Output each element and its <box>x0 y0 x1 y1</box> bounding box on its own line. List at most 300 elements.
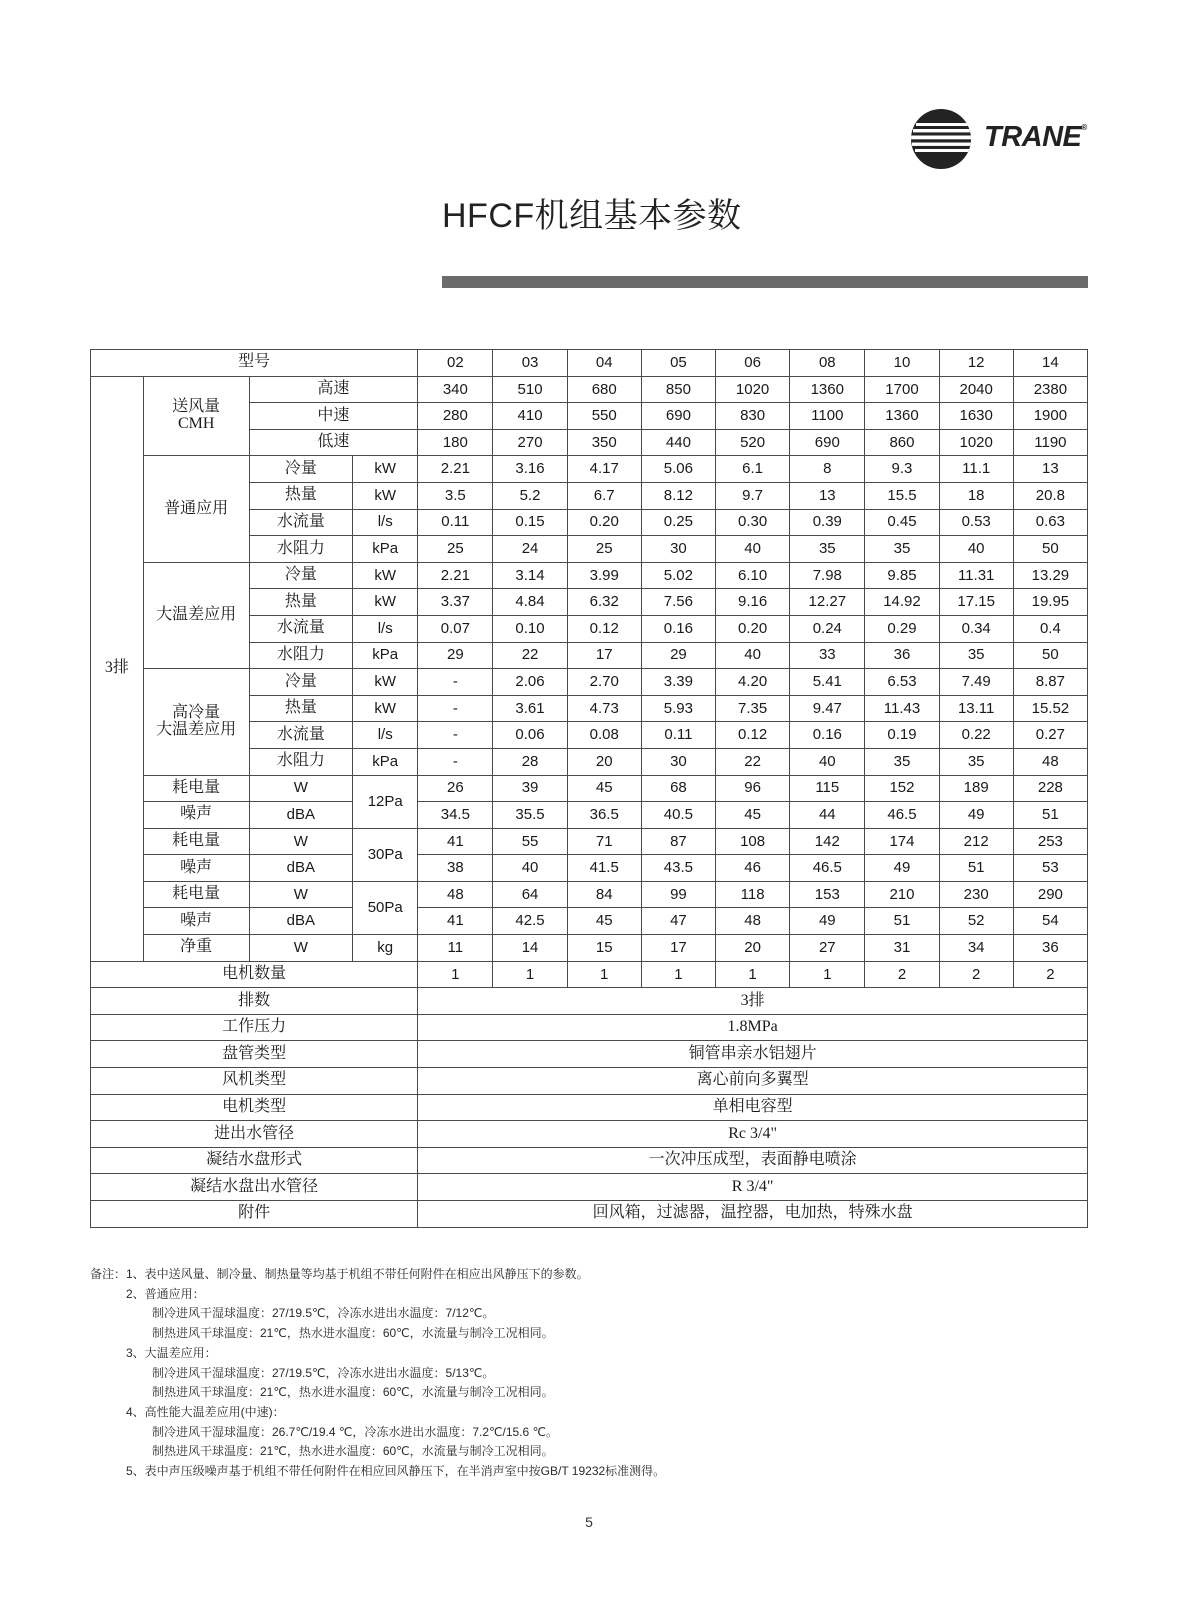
parameter-label-cell: 热量 <box>249 589 353 616</box>
value-cell: 47 <box>641 908 715 935</box>
value-cell: 40 <box>716 536 790 563</box>
value-cell: 0.25 <box>641 509 715 536</box>
trane-logo-text: TRANE® <box>984 121 1087 153</box>
value-cell: 7.35 <box>716 695 790 722</box>
value-cell: 189 <box>939 775 1013 802</box>
value-cell: 49 <box>790 908 865 935</box>
parameter-label-cell: 热量 <box>249 695 353 722</box>
value-cell: 14.92 <box>865 589 939 616</box>
value-cell: 3.5 <box>418 482 493 509</box>
value-cell: 25 <box>567 536 641 563</box>
value-cell: 40 <box>493 855 567 882</box>
value-cell: 4.73 <box>567 695 641 722</box>
value-cell: 2.21 <box>418 562 493 589</box>
value-cell: 17 <box>641 935 715 962</box>
value-cell: 0.19 <box>865 722 939 749</box>
value-cell: 210 <box>865 881 939 908</box>
value-cell: 152 <box>865 775 939 802</box>
value-cell: 6.10 <box>716 562 790 589</box>
value-cell: 17 <box>567 642 641 669</box>
value-cell: 212 <box>939 828 1013 855</box>
value-cell: - <box>418 722 493 749</box>
value-cell: 550 <box>567 403 641 430</box>
value-cell: 0.39 <box>790 509 865 536</box>
value-cell: 54 <box>1013 908 1087 935</box>
label-line: 大温差应用 <box>156 720 237 738</box>
unit-cell: W <box>249 828 353 855</box>
note-line: 制热进风干球温度：21℃，热水进水温度：60℃，水流量与制冷工况相同。 <box>152 1385 554 1400</box>
parameter-label-cell: 进出水管径 <box>91 1121 418 1148</box>
table-row <box>91 881 1088 908</box>
value-cell: 42.5 <box>493 908 567 935</box>
value-cell: 0.12 <box>716 722 790 749</box>
value-cell: 3.99 <box>567 562 641 589</box>
value-cell: 45 <box>567 775 641 802</box>
table-row <box>91 376 1088 403</box>
common-value-cell: R 3/4" <box>418 1174 1088 1201</box>
table-row <box>91 1068 1088 1095</box>
table-row <box>91 1041 1088 1068</box>
value-cell: 38 <box>418 855 493 882</box>
parameter-label-cell: 附件 <box>91 1201 418 1228</box>
unit-cell: kW <box>353 456 418 483</box>
model-header-cell: 06 <box>716 350 790 377</box>
common-value-cell: 铜管串亲水铝翅片 <box>418 1041 1088 1068</box>
unit-cell: kW <box>353 589 418 616</box>
value-cell: 0.11 <box>641 722 715 749</box>
value-cell: 9.85 <box>865 562 939 589</box>
note-line: 备注：1、表中送风量、制冷量、制热量等均基于机组不带任何附件在相应出风静压下的参数。 <box>90 1267 589 1281</box>
value-cell: 350 <box>567 429 641 456</box>
value-cell: 22 <box>493 642 567 669</box>
parameter-label-cell: 耗电量 <box>143 775 249 802</box>
value-cell: 9.47 <box>790 695 865 722</box>
value-cell: 35 <box>939 642 1013 669</box>
value-cell: 13 <box>1013 456 1087 483</box>
parameter-label-cell: 水阻力 <box>249 642 353 669</box>
unit-cell: kPa <box>353 536 418 563</box>
value-cell: 25 <box>418 536 493 563</box>
unit-cell: l/s <box>353 615 418 642</box>
row-group-label-cell: 3排 <box>91 376 144 961</box>
parameter-label-cell: 凝结水盘出水管径 <box>91 1174 418 1201</box>
table-row <box>91 908 1088 935</box>
notes-block <box>90 1265 1090 1482</box>
value-cell: 13.11 <box>939 695 1013 722</box>
value-cell: 8.12 <box>641 482 715 509</box>
value-cell: 9.3 <box>865 456 939 483</box>
unit-cell: dBA <box>249 802 353 829</box>
value-cell: 5.93 <box>641 695 715 722</box>
application-label-cell <box>143 562 249 668</box>
value-cell: 30 <box>641 748 715 775</box>
value-cell: 45 <box>567 908 641 935</box>
value-cell: 40 <box>790 748 865 775</box>
value-cell: 11 <box>418 935 493 962</box>
value-cell: 50 <box>1013 536 1087 563</box>
table-row <box>91 1014 1088 1041</box>
table-row <box>91 456 1088 483</box>
model-header-cell: 03 <box>493 350 567 377</box>
value-cell: 0.10 <box>493 615 567 642</box>
value-cell: 9.16 <box>716 589 790 616</box>
value-cell: 41 <box>418 828 493 855</box>
parameter-label-cell: 凝结水盘形式 <box>91 1147 418 1174</box>
value-cell: 52 <box>939 908 1013 935</box>
value-cell: 13.29 <box>1013 562 1087 589</box>
parameter-label-cell: 噪声 <box>143 908 249 935</box>
parameter-label-cell: 冷量 <box>249 669 353 696</box>
speed-label-cell: 中速 <box>249 403 418 430</box>
common-value-cell: 3排 <box>418 988 1088 1015</box>
value-cell: 35 <box>865 748 939 775</box>
value-cell: 9.7 <box>716 482 790 509</box>
value-cell: 510 <box>493 376 567 403</box>
table-row <box>91 855 1088 882</box>
title-underline-bar <box>442 276 1088 288</box>
value-cell: 0.11 <box>418 509 493 536</box>
value-cell: 0.4 <box>1013 615 1087 642</box>
value-cell: 49 <box>865 855 939 882</box>
common-value-cell: Rc 3/4" <box>418 1121 1088 1148</box>
value-cell: 11.43 <box>865 695 939 722</box>
note-line: 2、普通应用： <box>126 1286 205 1301</box>
table-row <box>91 1094 1088 1121</box>
model-header-cell: 12 <box>939 350 1013 377</box>
page-title: HFCF机组基本参数 <box>442 197 742 235</box>
unit-cell: kW <box>353 562 418 589</box>
note-line: 制热进风干球温度：21℃，热水进水温度：60℃，水流量与制冷工况相同。 <box>152 1326 554 1341</box>
value-cell: 36.5 <box>567 802 641 829</box>
value-cell: 0.16 <box>641 615 715 642</box>
unit-cell: l/s <box>353 722 418 749</box>
value-cell: 40 <box>716 642 790 669</box>
value-cell: 15.52 <box>1013 695 1087 722</box>
common-value-cell: 单相电容型 <box>418 1094 1088 1121</box>
note-line: 5、表中声压级噪声基于机组不带任何附件在相应回风静压下，在半消声室中按GB/T 19232标准测得。 <box>126 1464 666 1479</box>
value-cell: 1 <box>641 961 715 988</box>
spec-table <box>90 349 1088 1228</box>
value-cell: 14 <box>493 935 567 962</box>
label-line: 普通应用 <box>164 499 229 517</box>
label-line: 大温差应用 <box>156 606 237 624</box>
table-row <box>91 1147 1088 1174</box>
value-cell: 33 <box>790 642 865 669</box>
value-cell: 0.24 <box>790 615 865 642</box>
parameter-label-cell: 风机类型 <box>91 1068 418 1095</box>
parameter-label-cell: 工作压力 <box>91 1014 418 1041</box>
value-cell: 34 <box>939 935 1013 962</box>
value-cell: 118 <box>716 881 790 908</box>
value-cell: 850 <box>641 376 715 403</box>
table-row <box>91 1201 1088 1228</box>
value-cell: 230 <box>939 881 1013 908</box>
value-cell: 7.56 <box>641 589 715 616</box>
unit-cell: kPa <box>353 748 418 775</box>
table-row <box>91 935 1088 962</box>
value-cell: 30 <box>641 536 715 563</box>
value-cell: 11.31 <box>939 562 1013 589</box>
model-header-cell: 04 <box>567 350 641 377</box>
value-cell: 340 <box>418 376 493 403</box>
table-row <box>91 961 1088 988</box>
value-cell: 29 <box>641 642 715 669</box>
value-cell: 0.22 <box>939 722 1013 749</box>
speed-label-cell: 高速 <box>249 376 418 403</box>
value-cell: 68 <box>641 775 715 802</box>
value-cell: 35 <box>790 536 865 563</box>
table-row <box>91 775 1088 802</box>
parameter-label-cell: 水流量 <box>249 509 353 536</box>
note-line: 制冷进风干湿球温度：26.7℃/19.4 ℃，冷冻水进出水温度：7.2℃/15.6 ℃。 <box>152 1424 558 1439</box>
value-cell: 2 <box>865 961 939 988</box>
value-cell: 1 <box>790 961 865 988</box>
value-cell: 44 <box>790 802 865 829</box>
value-cell: 40.5 <box>641 802 715 829</box>
value-cell: 99 <box>641 881 715 908</box>
value-cell: 55 <box>493 828 567 855</box>
value-cell: 8 <box>790 456 865 483</box>
value-cell: 1360 <box>865 403 939 430</box>
value-cell: 2.06 <box>493 669 567 696</box>
value-cell: 26 <box>418 775 493 802</box>
value-cell: 46 <box>716 855 790 882</box>
value-cell: 36 <box>865 642 939 669</box>
model-header-cell: 02 <box>418 350 493 377</box>
value-cell: 48 <box>716 908 790 935</box>
unit-cell: kg <box>353 935 418 962</box>
value-cell: 35.5 <box>493 802 567 829</box>
value-cell: 142 <box>790 828 865 855</box>
value-cell: 6.7 <box>567 482 641 509</box>
value-cell: 51 <box>1013 802 1087 829</box>
table-row <box>91 1121 1088 1148</box>
label-line: CMH <box>177 414 215 432</box>
value-cell: 1700 <box>865 376 939 403</box>
value-cell: 41.5 <box>567 855 641 882</box>
parameter-label-cell: 噪声 <box>143 855 249 882</box>
value-cell: 18 <box>939 482 1013 509</box>
value-cell: 20.8 <box>1013 482 1087 509</box>
value-cell: 0.12 <box>567 615 641 642</box>
value-cell: 3.14 <box>493 562 567 589</box>
value-cell: 20 <box>716 935 790 962</box>
parameter-label-cell: 排数 <box>91 988 418 1015</box>
static-pressure-cell: 12Pa <box>353 775 418 828</box>
static-pressure-cell: 50Pa <box>353 881 418 934</box>
value-cell: 7.49 <box>939 669 1013 696</box>
value-cell: 2380 <box>1013 376 1087 403</box>
parameter-label-cell: 水阻力 <box>249 536 353 563</box>
value-cell: - <box>418 695 493 722</box>
note-line: 制冷进风干湿球温度：27/19.5℃，冷冻水进出水温度：5/13℃。 <box>152 1365 495 1380</box>
value-cell: 5.41 <box>790 669 865 696</box>
unit-cell: kPa <box>353 642 418 669</box>
value-cell: 0.16 <box>790 722 865 749</box>
value-cell: 3.39 <box>641 669 715 696</box>
value-cell: 860 <box>865 429 939 456</box>
value-cell: 280 <box>418 403 493 430</box>
value-cell: 6.32 <box>567 589 641 616</box>
value-cell: 0.53 <box>939 509 1013 536</box>
value-cell: 1 <box>493 961 567 988</box>
value-cell: 4.84 <box>493 589 567 616</box>
value-cell: 96 <box>716 775 790 802</box>
value-cell: 3.37 <box>418 589 493 616</box>
value-cell: 6.53 <box>865 669 939 696</box>
application-label-cell <box>143 669 249 775</box>
parameter-label-cell: 净重 <box>143 935 249 962</box>
unit-cell: kW <box>353 669 418 696</box>
model-header-cell: 08 <box>790 350 865 377</box>
value-cell: 24 <box>493 536 567 563</box>
common-value-cell: 离心前向多翼型 <box>418 1068 1088 1095</box>
value-cell: 115 <box>790 775 865 802</box>
parameter-label-cell: 热量 <box>249 482 353 509</box>
value-cell: 20 <box>567 748 641 775</box>
value-cell: 1020 <box>716 376 790 403</box>
table-row <box>91 562 1088 589</box>
table-row <box>91 828 1088 855</box>
parameter-label-cell: 盘管类型 <box>91 1041 418 1068</box>
value-cell: 15.5 <box>865 482 939 509</box>
model-header-cell: 05 <box>641 350 715 377</box>
parameter-label-cell: 水流量 <box>249 722 353 749</box>
page-number: 5 <box>585 1514 593 1530</box>
value-cell: 51 <box>865 908 939 935</box>
value-cell: 35 <box>865 536 939 563</box>
value-cell: 22 <box>716 748 790 775</box>
value-cell: 28 <box>493 748 567 775</box>
value-cell: 1900 <box>1013 403 1087 430</box>
value-cell: 1020 <box>939 429 1013 456</box>
value-cell: 48 <box>1013 748 1087 775</box>
value-cell: 830 <box>716 403 790 430</box>
unit-cell: W <box>249 935 353 962</box>
airflow-label-cell <box>143 376 249 456</box>
label-line: 高冷量 <box>172 704 221 722</box>
value-cell: 1190 <box>1013 429 1087 456</box>
value-cell: 410 <box>493 403 567 430</box>
table-row <box>91 1174 1088 1201</box>
value-cell: 108 <box>716 828 790 855</box>
value-cell: 690 <box>790 429 865 456</box>
parameter-label-cell: 冷量 <box>249 456 353 483</box>
value-cell: - <box>418 669 493 696</box>
value-cell: 270 <box>493 429 567 456</box>
note-line: 制热进风干球温度：21℃，热水进水温度：60℃，水流量与制冷工况相同。 <box>152 1444 554 1459</box>
value-cell: 6.1 <box>716 456 790 483</box>
value-cell: 0.63 <box>1013 509 1087 536</box>
value-cell: 2.70 <box>567 669 641 696</box>
unit-cell: dBA <box>249 908 353 935</box>
value-cell: 1 <box>567 961 641 988</box>
note-line: 制冷进风干湿球温度：27/19.5℃，冷冻水进出水温度：7/12℃。 <box>152 1306 495 1321</box>
value-cell: 84 <box>567 881 641 908</box>
value-cell: 41 <box>418 908 493 935</box>
value-cell: 27 <box>790 935 865 962</box>
unit-cell: kW <box>353 482 418 509</box>
table-row <box>91 988 1088 1015</box>
value-cell: 8.87 <box>1013 669 1087 696</box>
parameter-label-cell: 耗电量 <box>143 828 249 855</box>
value-cell: 174 <box>865 828 939 855</box>
value-cell: 0.20 <box>716 615 790 642</box>
model-header-cell: 10 <box>865 350 939 377</box>
value-cell: 153 <box>790 881 865 908</box>
trane-logo-mark-icon <box>910 108 972 170</box>
value-cell: 4.20 <box>716 669 790 696</box>
parameter-label-cell: 耗电量 <box>143 881 249 908</box>
value-cell: 50 <box>1013 642 1087 669</box>
value-cell: 5.2 <box>493 482 567 509</box>
value-cell: 4.17 <box>567 456 641 483</box>
value-cell: 253 <box>1013 828 1087 855</box>
parameter-label-cell: 噪声 <box>143 802 249 829</box>
value-cell: 2040 <box>939 376 1013 403</box>
value-cell: 0.29 <box>865 615 939 642</box>
speed-label-cell: 低速 <box>249 429 418 456</box>
value-cell: 40 <box>939 536 1013 563</box>
parameter-label-cell: 冷量 <box>249 562 353 589</box>
value-cell: 51 <box>939 855 1013 882</box>
unit-cell: l/s <box>353 509 418 536</box>
value-cell: 520 <box>716 429 790 456</box>
unit-cell: kW <box>353 695 418 722</box>
value-cell: 36 <box>1013 935 1087 962</box>
value-cell: 0.30 <box>716 509 790 536</box>
parameter-label-cell: 电机类型 <box>91 1094 418 1121</box>
value-cell: 2.21 <box>418 456 493 483</box>
value-cell: 39 <box>493 775 567 802</box>
value-cell: 12.27 <box>790 589 865 616</box>
unit-cell: dBA <box>249 855 353 882</box>
value-cell: 48 <box>418 881 493 908</box>
value-cell: 13 <box>790 482 865 509</box>
value-cell: 45 <box>716 802 790 829</box>
value-cell: 46.5 <box>790 855 865 882</box>
value-cell: 690 <box>641 403 715 430</box>
label-line: 送风量 <box>172 398 221 416</box>
unit-cell: W <box>249 775 353 802</box>
value-cell: 35 <box>939 748 1013 775</box>
table-row <box>91 802 1088 829</box>
value-cell: 64 <box>493 881 567 908</box>
value-cell: 1 <box>418 961 493 988</box>
static-pressure-cell: 30Pa <box>353 828 418 881</box>
value-cell: 5.06 <box>641 456 715 483</box>
parameter-label-cell: 水流量 <box>249 615 353 642</box>
common-value-cell: 一次冲压成型，表面静电喷涂 <box>418 1147 1088 1174</box>
value-cell: 0.15 <box>493 509 567 536</box>
value-cell: 1 <box>716 961 790 988</box>
value-cell: 49 <box>939 802 1013 829</box>
value-cell: 87 <box>641 828 715 855</box>
unit-cell: W <box>249 881 353 908</box>
value-cell: 7.98 <box>790 562 865 589</box>
value-cell: 11.1 <box>939 456 1013 483</box>
value-cell: 29 <box>418 642 493 669</box>
value-cell: 0.45 <box>865 509 939 536</box>
value-cell: 228 <box>1013 775 1087 802</box>
value-cell: 5.02 <box>641 562 715 589</box>
value-cell: 1360 <box>790 376 865 403</box>
parameter-label-cell: 电机数量 <box>91 961 418 988</box>
model-header-cell: 14 <box>1013 350 1087 377</box>
value-cell: 71 <box>567 828 641 855</box>
value-cell: 3.61 <box>493 695 567 722</box>
value-cell: 46.5 <box>865 802 939 829</box>
